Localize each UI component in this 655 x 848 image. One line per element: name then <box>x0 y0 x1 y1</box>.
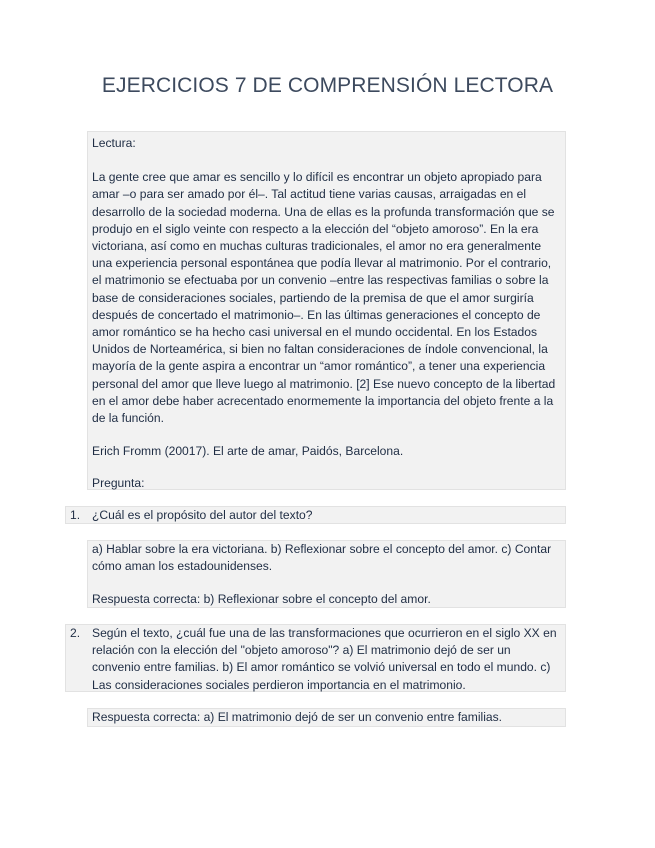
question-1-text: ¿Cuál es el propósito del autor del texto? <box>92 508 313 522</box>
question-1-answer-section <box>87 540 566 608</box>
reading-label: Lectura: <box>92 136 136 150</box>
question-1 <box>65 506 566 524</box>
question-1-correct-answer: Respuesta correcta: b) Reflexionar sobre el concepto del amor. <box>92 592 431 607</box>
question-2-correct-answer: Respuesta correcta: a) El matrimonio dejó de ser un convenio entre familias. <box>92 710 503 724</box>
question-2-text: Según el texto, ¿cuál fue una de las transformaciones que ocurrieron en el siglo XX en relación con la elección del "objeto amoroso"? a) El matrimonio dejó de ser un convenio entre familias. b) El amor romántico se volvió universal en todo el mundo. c) Las consideraciones sociales perdieron importancia en el matrimonio. <box>92 626 557 692</box>
question-2 <box>65 624 566 692</box>
question-1-number: 1. <box>70 508 81 522</box>
reading-body: La gente cree que amar es sencillo y lo difícil es encontrar un objeto apropiado para amar –o para ser amado por él–. Tal actitud tiene varias causas, arraigadas en el desarrollo de la sociedad moderna. Una de ellas es la profunda transformación que se produjo en el siglo veinte con respecto a la elección del “objeto amoroso”. En la era victoriana, así como en muchas culturas tradicionales, el amor no era generalmente una experiencia personal espontánea que podía llevar al matrimonio. Por el contrario, el matrimonio se efectuaba por un convenio –entre las respectivas familias o sobre la base de consideraciones sociales, partiendo de la premisa de que el amor surgiría después de concertado el matrimonio–. En las últimas generaciones el concepto de amor romántico se ha hecho casi universal en el mundo occidental. En los Estados Unidos de Norteamérica, si bien no faltan consideraciones de índole convencional, la mayoría de la gente aspira a encontrar un “amor romántico”, a tener una experiencia personal del amor que lleve luego al matrimonio. [2] Ese nuevo concepto de la libertad en el amor debe haber acrecentado enormemente la importancia del objeto frente a la de la función. <box>92 170 556 426</box>
question-2-answer-section <box>87 708 566 727</box>
reading-section <box>87 131 566 490</box>
question-1-options: a) Hablar sobre la era victoriana. b) Reflexionar sobre el concepto del amor. c) Contar cómo aman los estadounidenses. <box>92 542 552 574</box>
question-label: Pregunta: <box>92 476 145 491</box>
question-2-number: 2. <box>70 626 81 640</box>
reading-citation: Erich Fromm (20017). El arte de amar, Paidós, Barcelona. <box>92 444 404 459</box>
page-title: EJERCICIOS 7 DE COMPRENSIÓN LECTORA <box>101 74 554 97</box>
